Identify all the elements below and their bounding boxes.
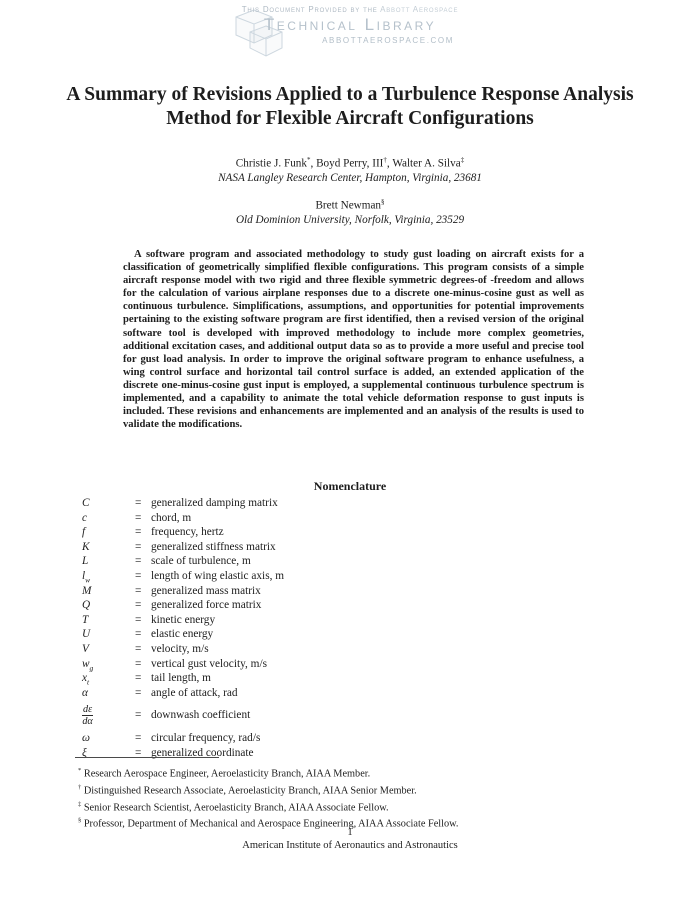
nomenclature-symbol: $x_t$ <box>82 672 90 687</box>
nomenclature-row <box>82 627 572 642</box>
nomenclature-row <box>82 525 572 540</box>
equals-sign: = <box>135 584 142 597</box>
nomenclature-symbol: f <box>82 526 86 539</box>
nomenclature-row <box>82 746 572 761</box>
footnote-mark: § <box>78 817 82 825</box>
author-footnote-mark: † <box>383 156 387 164</box>
author-names: Brett Newman§ <box>315 198 385 212</box>
nomenclature-symbol: $l_w$ <box>82 569 91 585</box>
equals-sign: = <box>135 746 142 759</box>
nomenclature-symbol: $\frac{d\varepsilon}{d\alpha}$ <box>82 703 93 728</box>
author-names: Christie J. Funk*, Boyd Perry, III†, Walter A. Silva‡ <box>235 156 465 170</box>
nomenclature-definition: chord, m <box>151 511 192 524</box>
nomenclature-definition: generalized force matrix <box>151 599 262 612</box>
nomenclature-row <box>82 598 572 613</box>
nomenclature-row <box>82 540 572 555</box>
nomenclature-definition: circular frequency, rad/s <box>151 732 261 745</box>
nomenclature-symbol: T <box>82 613 89 626</box>
nomenclature-symbol: U <box>82 628 91 641</box>
equals-sign: = <box>135 672 142 685</box>
paper-title: A Summary of Revisions Applied to a Turbulence Response Analysis Method for Flexible Aircraft Configurations <box>66 84 634 129</box>
nomenclature-definition: frequency, hertz <box>151 526 224 539</box>
nomenclature-symbol: C <box>82 497 90 509</box>
nomenclature-definition: length of wing elastic axis, m <box>151 569 285 582</box>
nomenclature-symbol: L <box>82 555 89 568</box>
nomenclature-definition: velocity, m/s <box>151 642 209 655</box>
equals-sign: = <box>135 686 142 699</box>
nomenclature-row <box>82 569 572 584</box>
footnote: § Professor, Department of Mechanical and Aerospace Engineering, AIAA Associate Fellow. <box>78 817 459 830</box>
nomenclature-definition: vertical gust velocity, m/s <box>151 657 267 670</box>
nomenclature-row <box>82 613 572 628</box>
author-block-nasa <box>0 153 700 185</box>
nomenclature-symbol: V <box>82 642 89 655</box>
author-affiliation: NASA Langley Research Center, Hampton, Virginia, 23681 <box>218 171 482 184</box>
nomenclature-definition: angle of attack, rad <box>151 686 238 699</box>
author-footnote-mark: ‡ <box>460 156 465 164</box>
footnote-mark: * <box>78 767 82 774</box>
equals-sign: = <box>135 709 142 722</box>
nomenclature-definition: generalized damping matrix <box>151 497 278 509</box>
nomenclature-definition: generalized coordinate <box>151 746 254 759</box>
equals-sign: = <box>135 642 142 655</box>
nomenclature-definition: downwash coefficient <box>151 709 251 722</box>
nomenclature-definition: generalized stiffness matrix <box>151 540 276 553</box>
equals-sign: = <box>135 497 142 509</box>
equals-sign: = <box>135 732 142 745</box>
nomenclature-symbol: α <box>82 686 88 699</box>
library-header <box>228 5 472 45</box>
nomenclature-heading: Nomenclature <box>313 479 387 493</box>
nomenclature-symbol: ω <box>82 732 90 745</box>
nomenclature-row <box>82 496 572 511</box>
equals-sign: = <box>135 628 142 641</box>
nomenclature-row <box>82 642 572 657</box>
nomenclature-definition: kinetic energy <box>151 613 216 626</box>
equals-sign: = <box>135 540 142 553</box>
nomenclature-definition: elastic energy <box>151 628 214 641</box>
equals-sign: = <box>135 599 142 612</box>
nomenclature-symbol: K <box>82 540 90 553</box>
equals-sign: = <box>135 511 142 524</box>
equals-sign: = <box>135 613 142 626</box>
author-footnote-mark: § <box>381 198 385 206</box>
footnote: ‡ Senior Research Scientist, Aeroelasticity Branch, AIAA Associate Fellow. <box>78 800 389 814</box>
author-block-odu <box>0 195 700 227</box>
nomenclature-definition: scale of turbulence, m <box>151 555 251 568</box>
nomenclature-row <box>82 554 572 569</box>
nomenclature-row <box>82 657 572 672</box>
nomenclature-symbol: ξ <box>82 746 87 759</box>
nomenclature-row <box>82 700 572 731</box>
footnote-separator <box>75 757 219 758</box>
footer-organization: American Institute of Aeronautics and Astronautics <box>242 840 458 851</box>
nomenclature-list <box>82 496 572 761</box>
nomenclature-symbol: Q <box>82 599 91 612</box>
nomenclature-definition: generalized mass matrix <box>151 584 261 597</box>
footnote: † Distinguished Research Associate, Aeroelasticity Branch, AIAA Senior Member. <box>78 783 417 797</box>
footnote: * Research Aerospace Engineer, Aeroelasticity Branch, AIAA Member. <box>78 767 371 780</box>
nomenclature-row <box>82 686 572 701</box>
footnote-mark: † <box>78 783 82 791</box>
nomenclature-definition: tail length, m <box>151 672 211 685</box>
abstract-paragraph: A software program and associated methodology to study gust loading on aircraft exists for a classification of geometrically simplified flexible configurations. This program consists of a simple aircraft response model with two rigid and three flexible symmetric degrees-of -freedom and allows for the calculation of various airplane responses due to a discrete one-minus-cosine gust as well as continuous turbulence. Simplifications, assumptions, and opportunities for potential improvements pertaining to the existing software program are first identified, then a revised version of the original software tool is developed with improved methodology to include more complex geometries, additional excitation cases, and additional output data so as to provide a more useful and precise tool for gust load analysis. In order to improve the original software program to enhance usefulness, a wing control surface and horizontal tail control surface is added, an extended application of the discrete one-minus-cosine gust input is employed, a supplemental continuous turbulence spectrum is implemented, and a capability to animate the total vehicle deformation response to gust inputs is included. These revisions and enhancements are implemented and an analysis of the results is used to validate the modifications. <box>123 249 584 431</box>
nomenclature-row <box>82 731 572 746</box>
equals-sign: = <box>135 569 142 582</box>
equals-sign: = <box>135 555 142 568</box>
nomenclature-symbol: $w_g$ <box>82 657 94 672</box>
nomenclature-symbol: c <box>82 511 88 524</box>
author-affiliation: Old Dominion University, Norfolk, Virginia, 23529 <box>235 213 465 226</box>
header-provided-line <box>228 5 472 14</box>
header-provided-prefix: This Document Provided by the <box>241 5 378 14</box>
nomenclature-row <box>82 584 572 599</box>
page-number: 1 <box>347 827 353 838</box>
header-provided-brand: Abbott Aerospace <box>380 5 459 14</box>
author-footnote-mark: * <box>306 156 311 164</box>
footnotes <box>78 764 608 831</box>
header-website: ABBOTTAEROSPACE.COM <box>322 36 454 45</box>
nomenclature-row <box>82 511 572 526</box>
header-library-title: Technical Library <box>263 15 437 34</box>
footnote-mark: ‡ <box>78 800 82 808</box>
nomenclature-symbol: M <box>82 584 92 597</box>
equals-sign: = <box>135 657 142 670</box>
nomenclature-row <box>82 671 572 686</box>
equals-sign: = <box>135 526 142 539</box>
